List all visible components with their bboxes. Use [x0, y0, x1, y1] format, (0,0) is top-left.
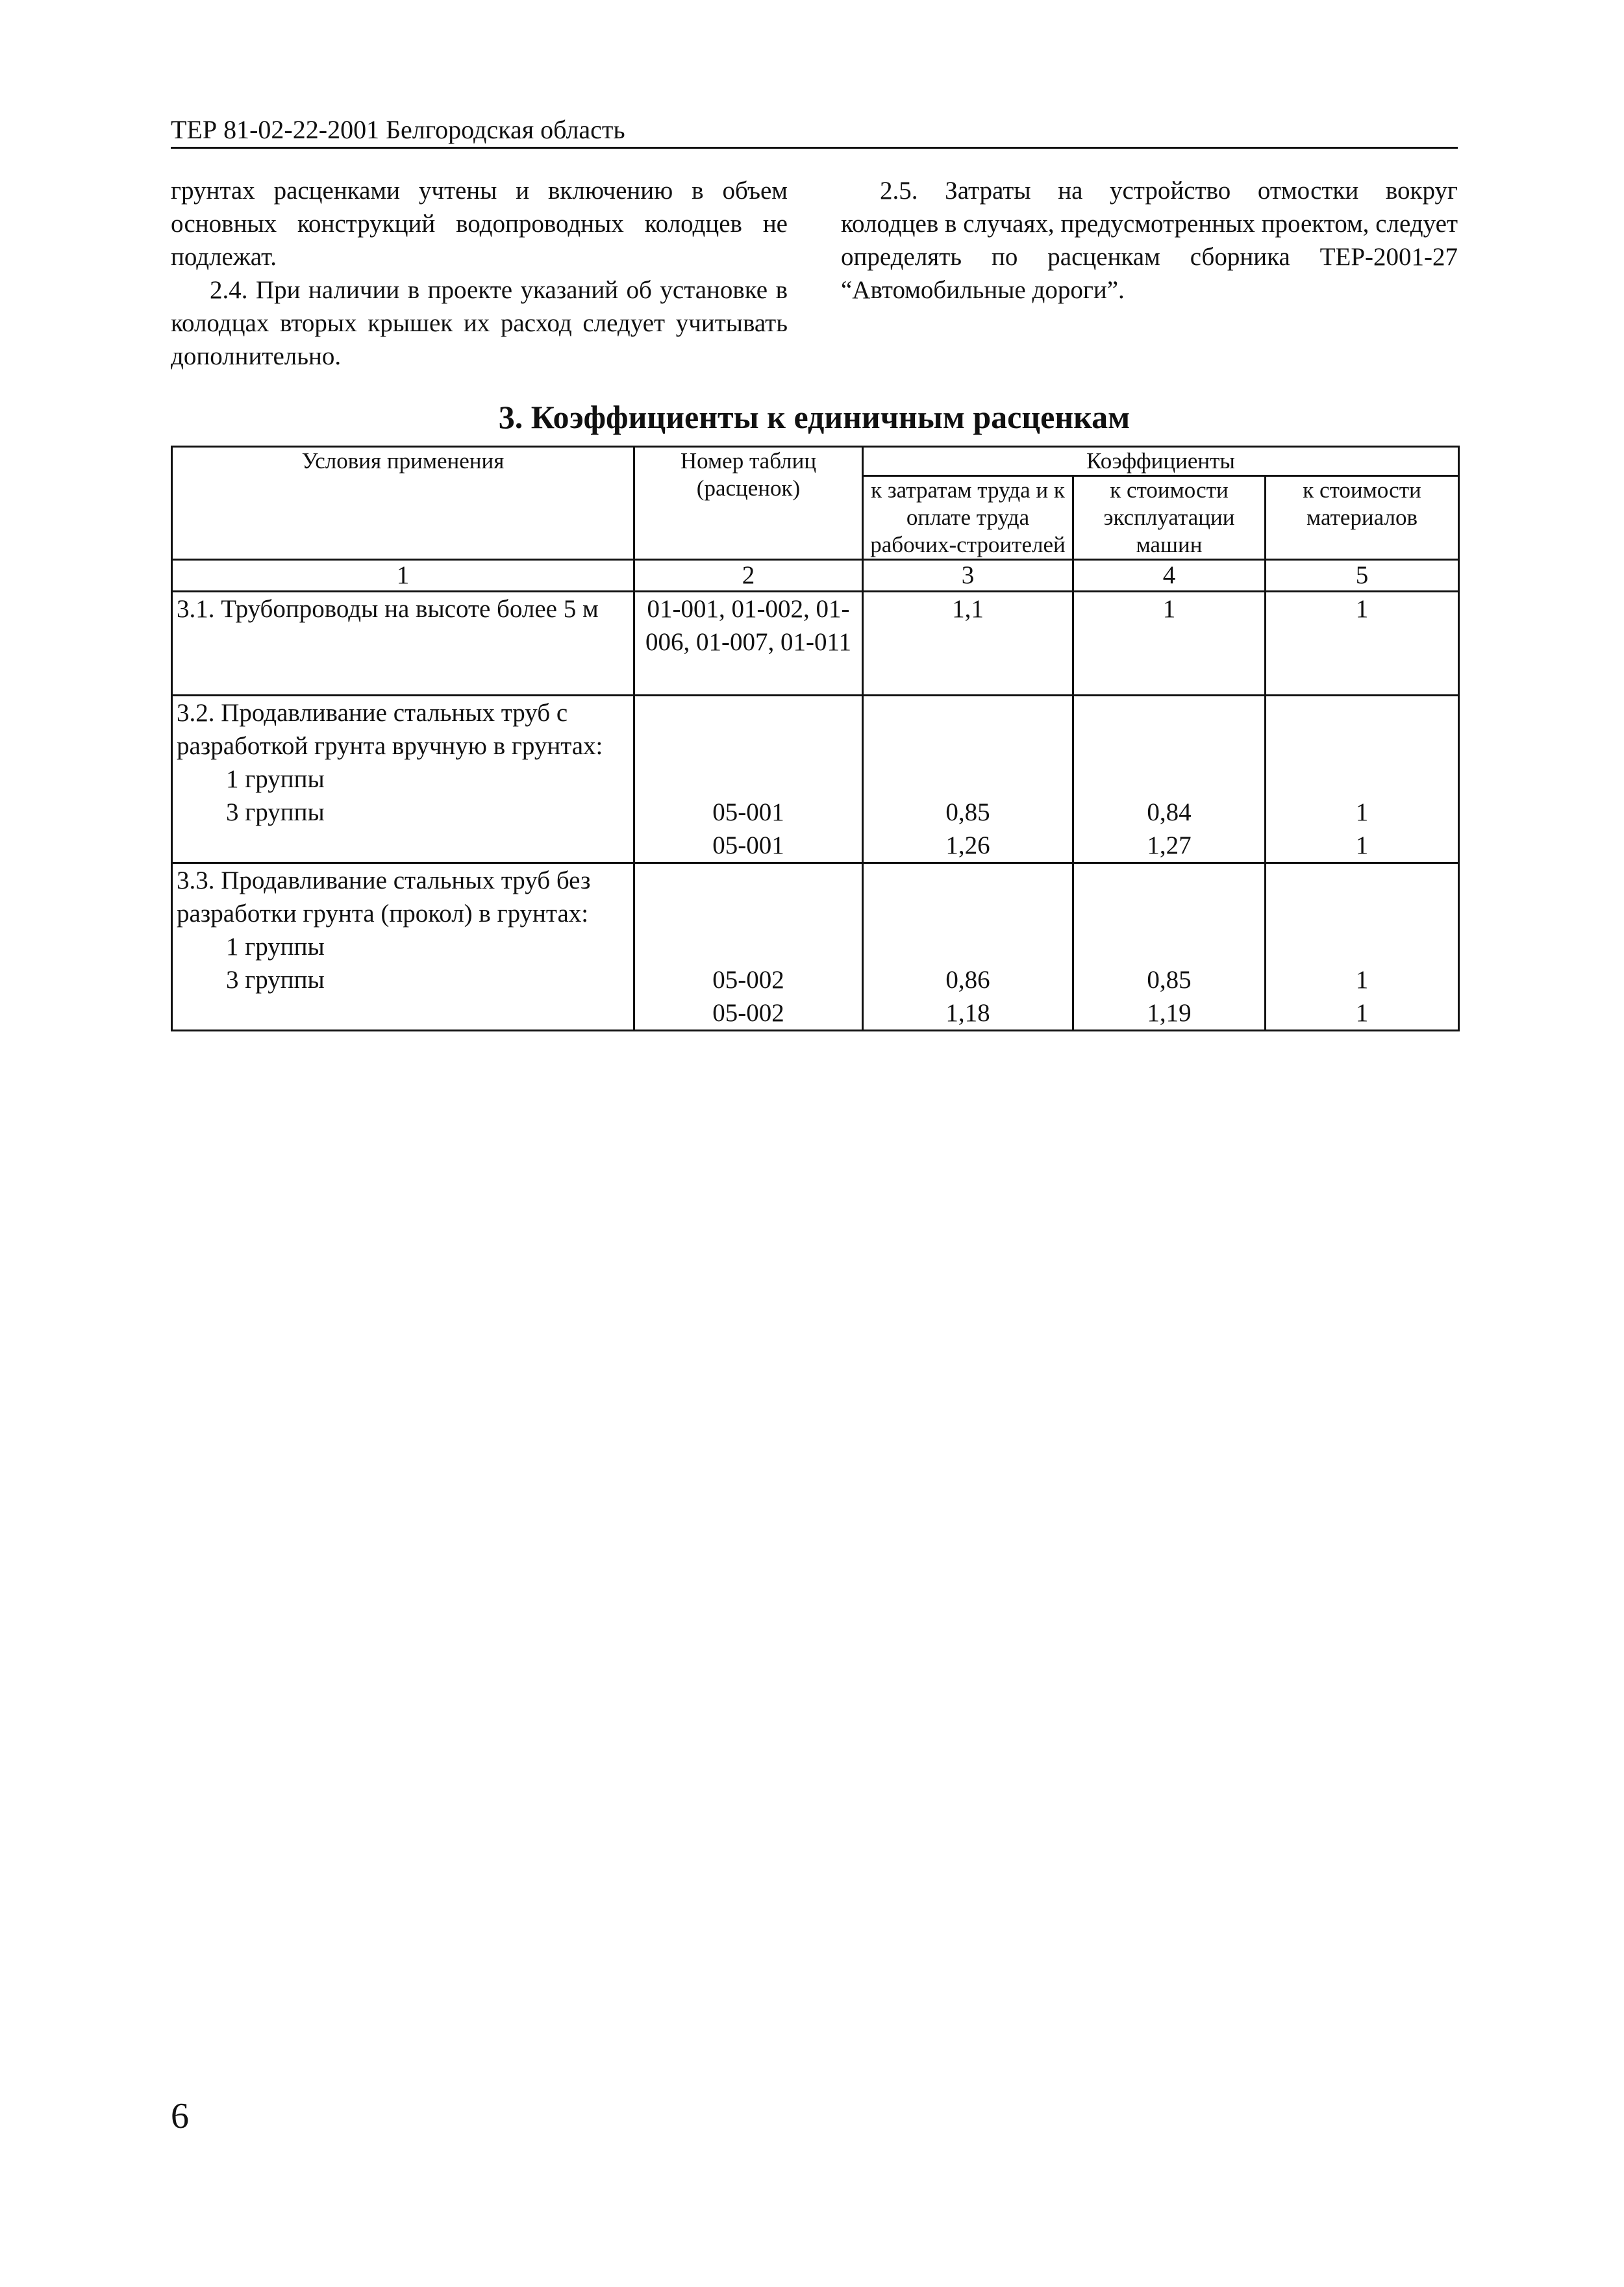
- materials-coef-value: 1: [1355, 798, 1369, 826]
- table-numbers-cell: [634, 863, 863, 1031]
- table-row: [172, 863, 1459, 1031]
- materials-coef-cell: [1266, 696, 1459, 863]
- header-materials: к стоимости материалов: [1266, 476, 1459, 560]
- document-title: ТЕР 81-02-22-2001 Белгородская область: [171, 115, 625, 144]
- header-table-numbers: Номер таблиц (расценок): [634, 447, 863, 560]
- machines-coef-value: 1,27: [1147, 831, 1192, 859]
- condition-text: 3.2. Продавливание стальных труб с разработкой грунта вручную в грунтах:: [177, 699, 603, 760]
- machines-coef-value: 0,85: [1147, 966, 1192, 994]
- subgroup-label: 1 группы: [226, 765, 325, 793]
- left-text-column: [171, 174, 788, 373]
- table-numbers-cell: [634, 592, 863, 696]
- machines-coef-value: 0,84: [1147, 798, 1192, 826]
- table-numbers-text: 05-002: [712, 966, 784, 994]
- table-numbers-text: 05-002: [712, 999, 784, 1027]
- labor-coef-value: 0,85: [945, 798, 990, 826]
- header-coefficients: Коэффициенты: [863, 447, 1459, 476]
- labor-coef-value: 1,26: [945, 831, 990, 859]
- column-number: 3: [863, 560, 1073, 592]
- condition-cell: [172, 863, 634, 1031]
- condition-text: 3.1. Трубопроводы на высоте более 5 м: [177, 595, 599, 623]
- machines-coef-cell: [1073, 696, 1266, 863]
- machines-coef-cell: [1073, 863, 1266, 1031]
- labor-coef-cell: [863, 696, 1073, 863]
- subgroup-label: 3 группы: [226, 966, 325, 994]
- right-text-column: [841, 174, 1458, 307]
- header-machines: к стоимости эксплуатации машин: [1073, 476, 1266, 560]
- page-header: [171, 114, 1458, 149]
- column-number: 5: [1266, 560, 1459, 592]
- table-row: [172, 592, 1459, 696]
- section-title: 3. Коэффициенты к единичным расценкам: [498, 399, 1131, 435]
- machines-coef-value: 1,19: [1147, 999, 1192, 1027]
- table-numbers-cell: [634, 696, 863, 863]
- header-conditions: Условия применения: [172, 447, 634, 560]
- paragraph-continuation: грунтах расценками учтены и включению в объем основных конструкций водопроводных колодцев не подлежат.: [171, 177, 788, 271]
- table-numbers-text: 05-001: [712, 831, 784, 859]
- page-number: 6: [171, 2096, 189, 2136]
- materials-coef-value: 1: [1355, 999, 1369, 1027]
- labor-coef-cell: 1,1: [863, 592, 1073, 696]
- labor-coef-cell: [863, 863, 1073, 1031]
- column-number-row: [172, 560, 1459, 592]
- condition-text: 3.3. Продавливание стальных труб без разработки грунта (прокол) в грунтах:: [177, 866, 591, 928]
- labor-coef-value: 0,86: [945, 966, 990, 994]
- subgroup-label: 1 группы: [226, 933, 325, 961]
- subgroup-label: 3 группы: [226, 798, 325, 826]
- condition-cell: [172, 696, 634, 863]
- paragraph-2-4: 2.4. При наличии в проекте указаний об установке в колодцах вторых крышек их расход следует учитывать дополнительно.: [171, 276, 788, 370]
- table-numbers-text: 01-001, 01-002, 01-006, 01-007, 01-011: [645, 595, 852, 656]
- labor-coef-value: 1,18: [945, 999, 990, 1027]
- table-row: [172, 696, 1459, 863]
- materials-coef-value: 1: [1355, 966, 1369, 994]
- header-labor: к затратам труда и к оплате труда рабочих-строителей: [863, 476, 1073, 560]
- column-number: 4: [1073, 560, 1266, 592]
- coefficients-table: [171, 446, 1460, 1031]
- machines-coef-cell: 1: [1073, 592, 1266, 696]
- materials-coef-value: 1: [1355, 831, 1369, 859]
- condition-cell: [172, 592, 634, 696]
- table-numbers-text: 05-001: [712, 798, 784, 826]
- materials-coef-cell: 1: [1266, 592, 1459, 696]
- paragraph-2-5: 2.5. Затраты на устройство отмостки вокруг колодцев в случаях, предусмотренных проектом, следует определять по расценкам сборника ТЕР-2001-27 “Автомобильные дороги”.: [841, 177, 1458, 304]
- materials-coef-cell: [1266, 863, 1459, 1031]
- column-number: 1: [172, 560, 634, 592]
- column-number: 2: [634, 560, 863, 592]
